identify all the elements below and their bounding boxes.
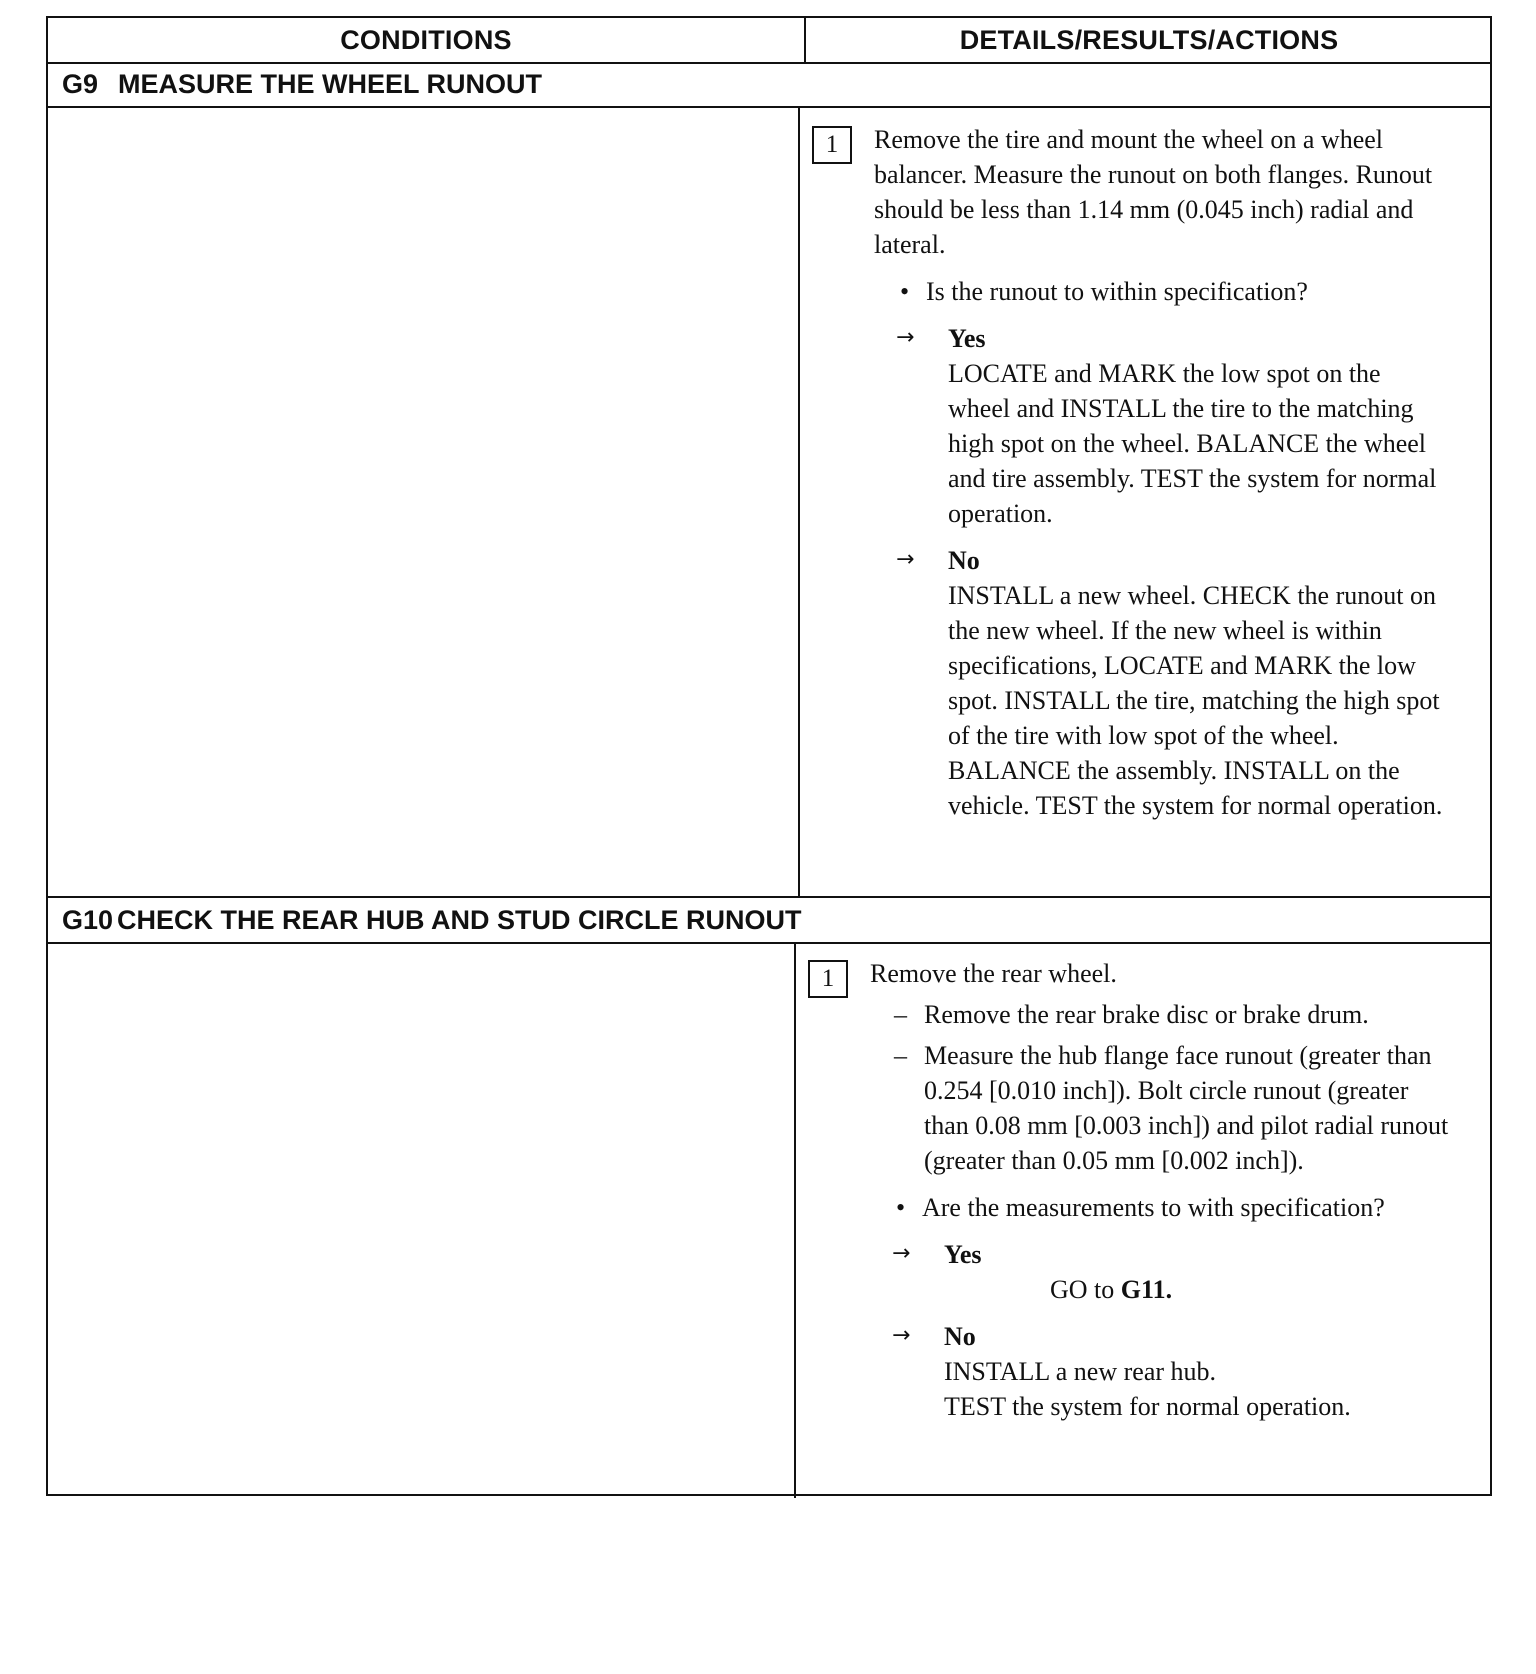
g10-dash-1-text: Remove the rear brake disc or brake drum. <box>924 1000 1369 1029</box>
g10-question-text: Are the measurements to with specification? <box>922 1193 1385 1222</box>
arrow-right-icon: → <box>892 1323 911 1348</box>
g10-step-text: Remove the rear wheel. <box>870 959 1117 988</box>
g10-question <box>922 1190 1470 1225</box>
g10-no-label: No <box>944 1322 976 1351</box>
g10-no-branch <box>892 1319 1470 1424</box>
g9-code: G9 <box>62 69 99 99</box>
g10-yes-action-target: G11. <box>1120 1275 1173 1304</box>
g10-no-action-2: TEST the system for normal operation. <box>944 1392 1351 1421</box>
table-header-row <box>48 18 1490 64</box>
g10-details <box>870 956 1470 1424</box>
arrow-right-icon: → <box>892 1241 911 1266</box>
g9-details <box>874 122 1474 823</box>
details-header: DETAILS/RESULTS/ACTIONS <box>959 25 1339 55</box>
g10-no-action-1: INSTALL a new rear hub. <box>944 1357 1217 1386</box>
g10-dash-item-1 <box>924 997 1470 1032</box>
conditions-header: CONDITIONS <box>340 25 512 55</box>
g9-step-text: Remove the tire and mount the wheel on a wheel balancer. Measure the runout on both flanges. Runout should be less than 1.14 mm (0.045 inch) radial and lateral. <box>874 125 1433 259</box>
g9-column-divider <box>798 108 800 898</box>
arrow-right-icon: → <box>896 325 915 350</box>
g9-yes-label: Yes <box>948 324 986 353</box>
g10-section-title <box>48 896 1490 944</box>
g10-yes-action-prefix: GO to <box>1050 1275 1121 1304</box>
g9-no-branch <box>896 543 1474 823</box>
g9-no-label: No <box>948 546 980 575</box>
g10-yes-action <box>1050 1272 1470 1307</box>
g10-yes-label: Yes <box>944 1240 982 1269</box>
g10-step-number: 1 <box>808 960 848 998</box>
g10-yes-branch <box>892 1237 1470 1307</box>
g9-question <box>926 274 1474 309</box>
g9-yes-action: LOCATE and MARK the low spot on the wheel and INSTALL the tire to the matching high spot on the wheel. BALANCE the wheel and tire assembly. TEST the system for normal operation. <box>948 359 1437 528</box>
g10-dash-item-2 <box>924 1038 1452 1178</box>
g9-question-text: Is the runout to within specification? <box>926 277 1308 306</box>
arrow-right-icon: → <box>896 547 915 572</box>
diagnostic-table <box>46 16 1492 1496</box>
g9-no-action: INSTALL a new wheel. CHECK the runout on the new wheel. If the new wheel is within specifications, LOCATE and MARK the low spot. INSTALL the tire, matching the high spot of the tire with low spot of the wheel. BALANCE the assembly. INSTALL on the vehicle. TEST the system for normal operation. <box>948 581 1443 820</box>
g9-step-number: 1 <box>812 126 852 164</box>
g10-title: CHECK THE REAR HUB AND STUD CIRCLE RUNOUT <box>117 905 802 935</box>
g9-title: MEASURE THE WHEEL RUNOUT <box>118 69 543 99</box>
g10-dash-2-text: Measure the hub flange face runout (greater than 0.254 [0.010 inch]). Bolt circle runout (greater than 0.08 mm [0.003 inch]) and pilot radial runout (greater than 0.05 mm [0.002 inch]). <box>924 1041 1449 1175</box>
g10-code: G10 <box>62 905 114 935</box>
g9-yes-branch <box>896 321 1474 531</box>
header-divider <box>804 18 806 64</box>
g10-column-divider <box>794 942 796 1498</box>
g9-section-title <box>48 62 1490 108</box>
